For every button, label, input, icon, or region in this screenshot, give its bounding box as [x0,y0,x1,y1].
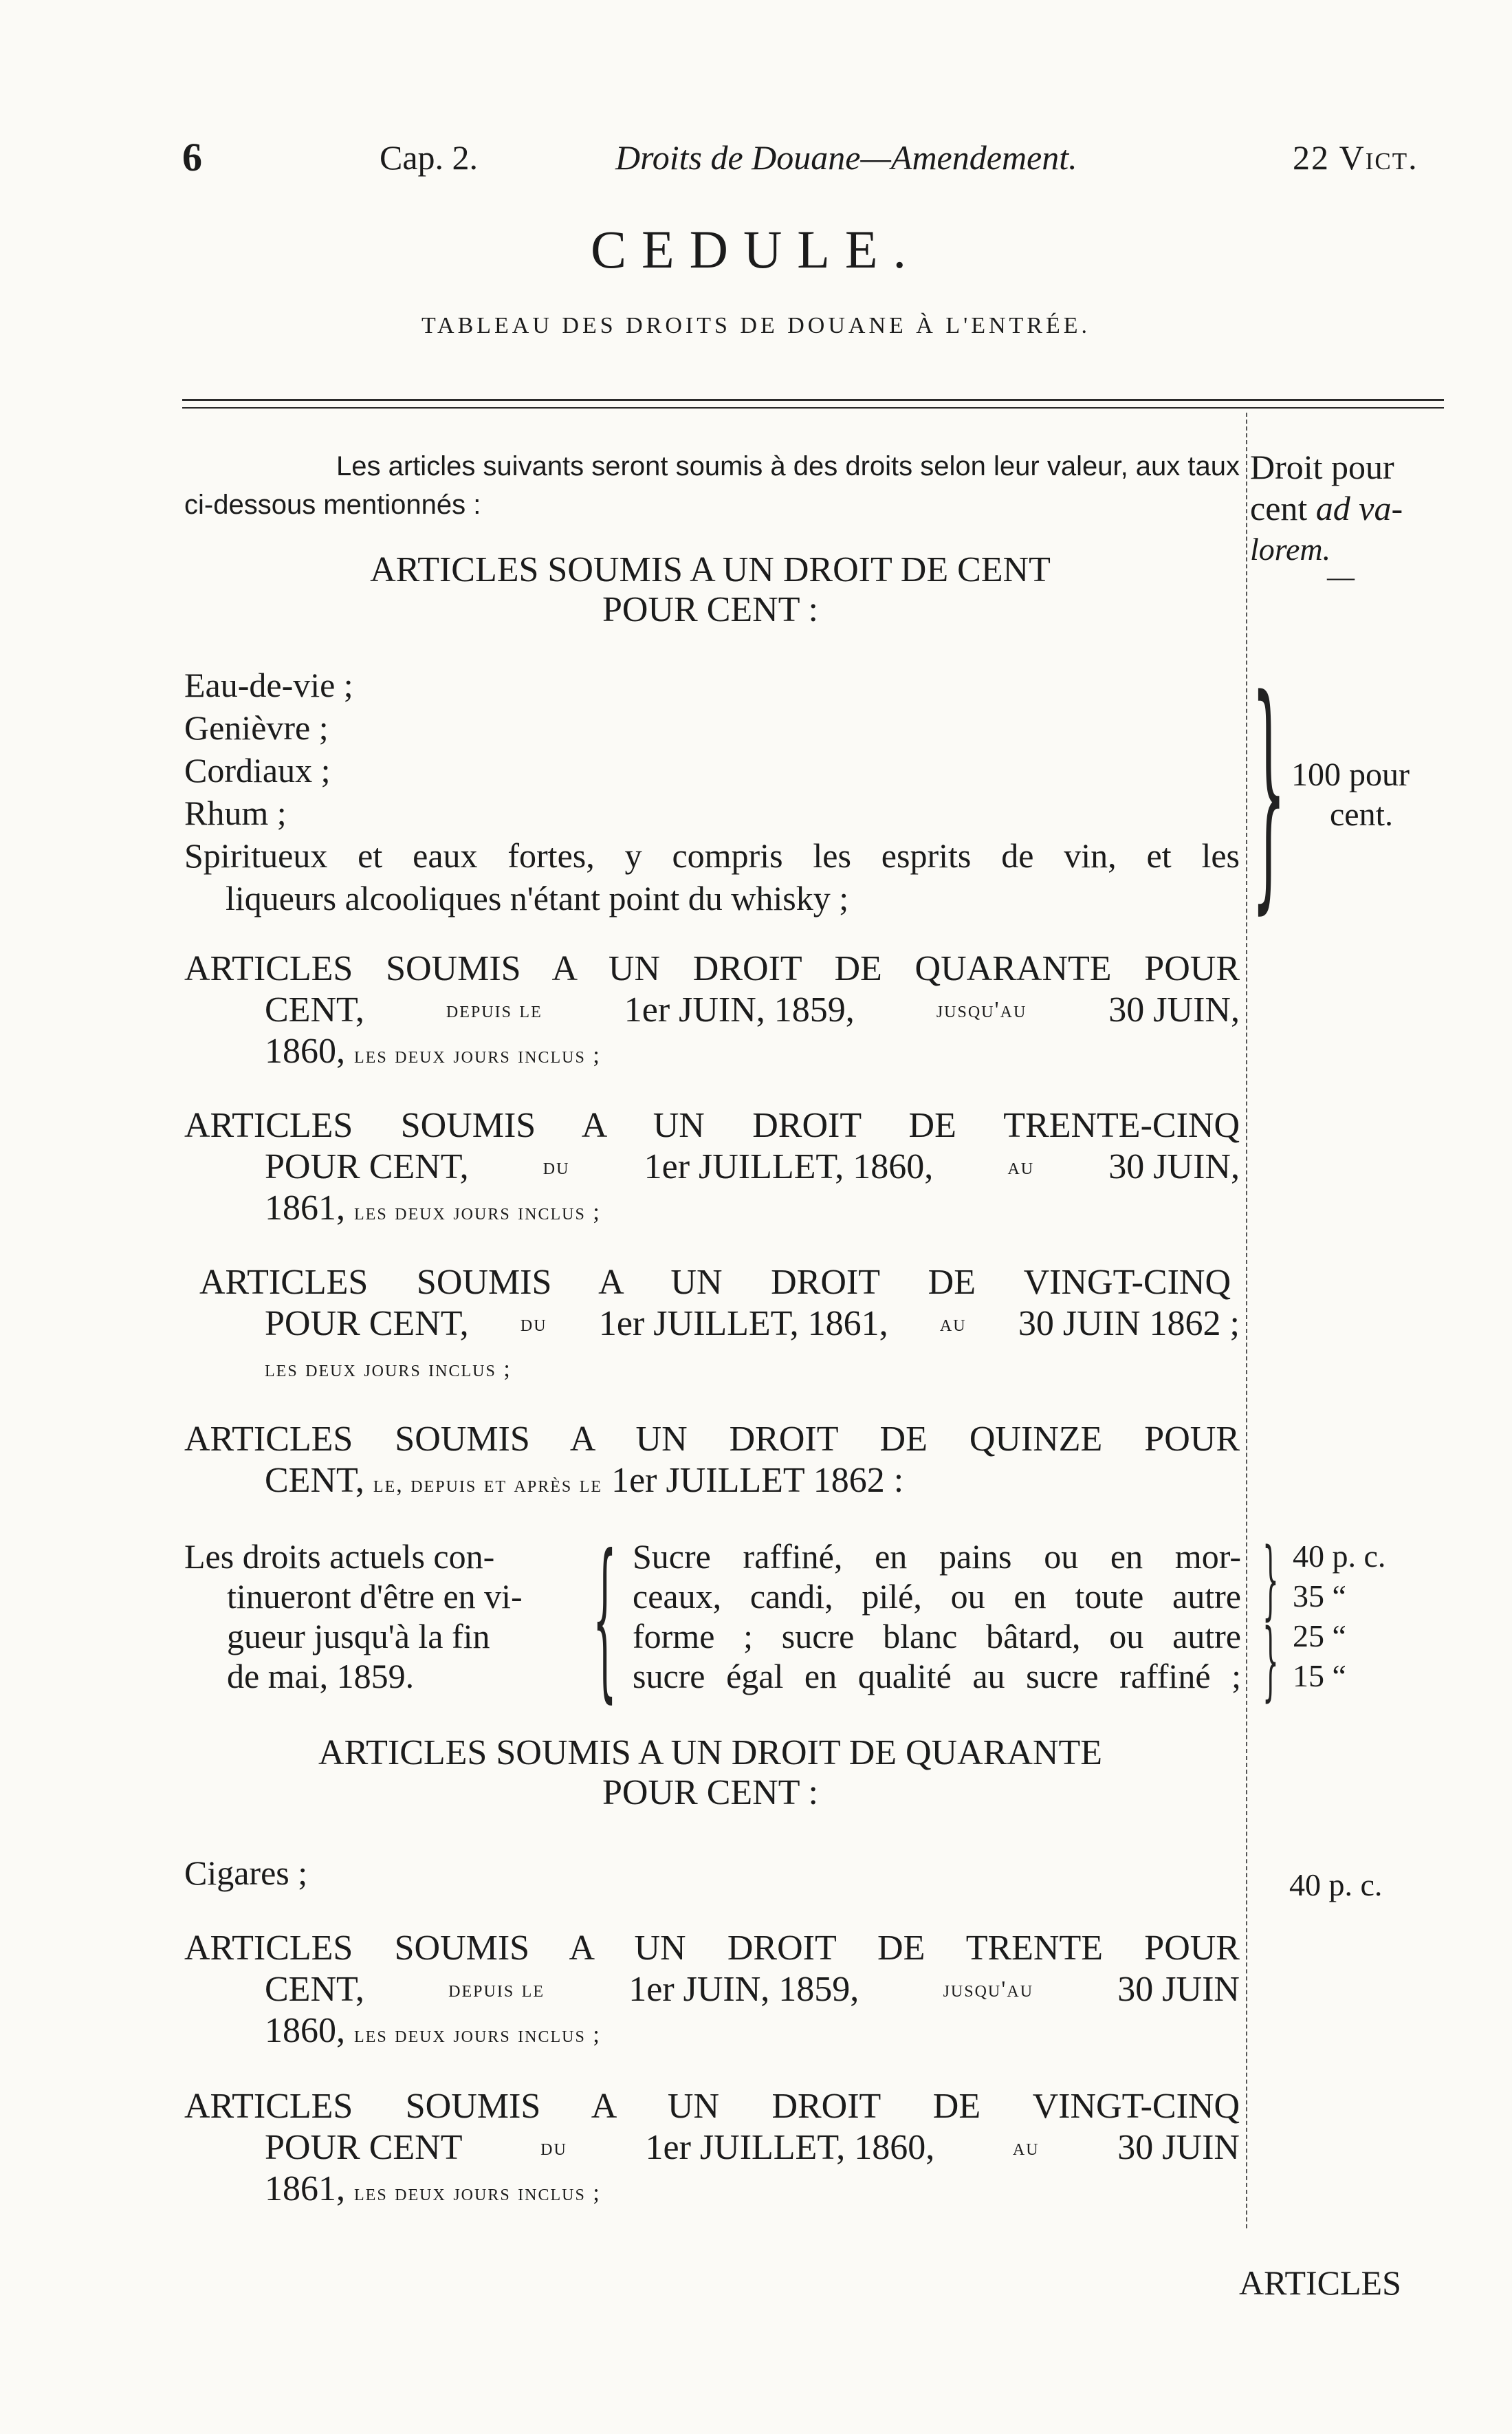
chapter-label: Cap. 2. [380,138,479,177]
section3-line3: 1861, les deux jours inclus ; [265,1188,601,1228]
regnal-year: 22 Vict. [1293,138,1418,177]
section1-item: Rhum ; [184,794,287,832]
section1-item: liqueurs alcooliques n'étant point du whisky ; [226,879,849,917]
rate-column-header-line1: Droit pour [1250,448,1394,486]
section1-heading-line1: ARTICLES SOUMIS A UN DROIT DE CENT [370,550,1051,589]
catchword: ARTICLES [1239,2263,1401,2302]
section1-item: Genièvre ; [184,708,329,747]
column-separator [1246,413,1247,2228]
section6-rate: 40 p. c. [1289,1867,1383,1902]
section1-rate-line2: cent. [1330,796,1393,833]
sugar-rate: 35 “ [1293,1578,1346,1613]
sugar-rate: 25 “ [1293,1618,1346,1653]
section5-line2: CENT, le, depuis et après le 1er JUILLET 1862 : [265,1461,904,1500]
section3-line2: POUR CENT, du 1er JUILLET, 1860, au 30 JUIN, [265,1147,1240,1186]
sugar-middle-line: sucre égal en qualité au sucre raffiné ; [633,1657,1241,1695]
schedule-title: CEDULE. [590,219,922,279]
section8-line1: ARTICLES SOUMIS A UN DROIT DE VINGT-CINQ [184,2087,1240,2126]
sugar-left-brace: { [593,1518,617,1718]
header-rule-top [182,399,1444,401]
section8-line2: POUR CENT du 1er JUILLET, 1860, au 30 JUIN [265,2128,1240,2167]
running-title: Droits de Douane—Amendement. [615,138,1077,177]
sugar-left-line: Les droits actuels con- [184,1537,495,1576]
section7-line1: ARTICLES SOUMIS A UN DROIT DE TRENTE POUR [184,1928,1240,1968]
sugar-left-line: gueur jusqu'à la fin [227,1617,490,1655]
sugar-left-line: tinueront d'être en vi- [227,1577,523,1616]
page-number: 6 [182,135,202,180]
sugar-rate: 15 “ [1293,1658,1346,1693]
rate-column-header-dash: — [1327,561,1355,592]
section7-line2: CENT, depuis le 1er JUIN, 1859, jusqu'au 30 JUIN [265,1970,1240,2009]
sugar-middle-line: Sucre raffiné, en pains ou en mor- [633,1537,1241,1576]
intro-line1: Les articles suivants seront soumis à des droits selon leur valeur, aux taux [336,451,1240,481]
section4-line3: les deux jours inclus ; [265,1356,512,1382]
section1-item: Cordiaux ; [184,751,331,790]
section4-line2: POUR CENT, du 1er JUILLET, 1861, au 30 JUIN 1862 ; [265,1304,1240,1343]
sugar-rate: 40 p. c. [1293,1539,1386,1574]
section6-item: Cigares ; [184,1854,308,1892]
header-rule-bottom [182,407,1444,409]
sugar-middle-line: forme ; sucre blanc bâtard, ou autre [633,1617,1241,1655]
section1-rate-line1: 100 pour [1291,757,1410,793]
section2-line1: ARTICLES SOUMIS A UN DROIT DE QUARANTE POUR [184,949,1240,988]
section4-line1: ARTICLES SOUMIS A UN DROIT DE VINGT-CINQ [199,1263,1231,1302]
section3-line1: ARTICLES SOUMIS A UN DROIT DE TRENTE-CINQ [184,1106,1240,1145]
section1-item: Spiritueux et eaux fortes, y compris les esprits de vin, et les [184,836,1240,875]
sugar-middle-line: ceaux, candi, pilé, ou en toute autre [633,1577,1241,1616]
section5-line1: ARTICLES SOUMIS A UN DROIT DE QUINZE POUR [184,1420,1240,1459]
section2-line2: CENT, depuis le 1er JUIN, 1859, jusqu'au 30 JUIN, [265,990,1240,1030]
section6-heading-line2: POUR CENT : [602,1773,818,1812]
section6-heading-line1: ARTICLES SOUMIS A UN DROIT DE QUARANTE [318,1733,1102,1772]
section8-line3: 1861, les deux jours inclus ; [265,2169,601,2208]
section7-line3: 1860, les deux jours inclus ; [265,2011,601,2050]
section2-line3: 1860, les deux jours inclus ; [265,1032,601,1071]
sugar-right-brace-upper: } [1262,1530,1279,1629]
sugar-left-line: de mai, 1859. [227,1657,415,1695]
sugar-right-brace-lower: } [1262,1611,1279,1710]
section1-brace: } [1251,646,1286,935]
rate-column-header-line3: lorem. [1250,532,1331,567]
section1-heading-line2: POUR CENT : [602,590,818,629]
rate-column-header-line2: cent ad va- [1250,489,1403,528]
section1-item: Eau-de-vie ; [184,666,353,704]
schedule-subtitle: TABLEAU DES DROITS DE DOUANE À L'ENTRÉE. [421,313,1091,338]
intro-line2: ci-dessous mentionnés : [184,490,481,520]
